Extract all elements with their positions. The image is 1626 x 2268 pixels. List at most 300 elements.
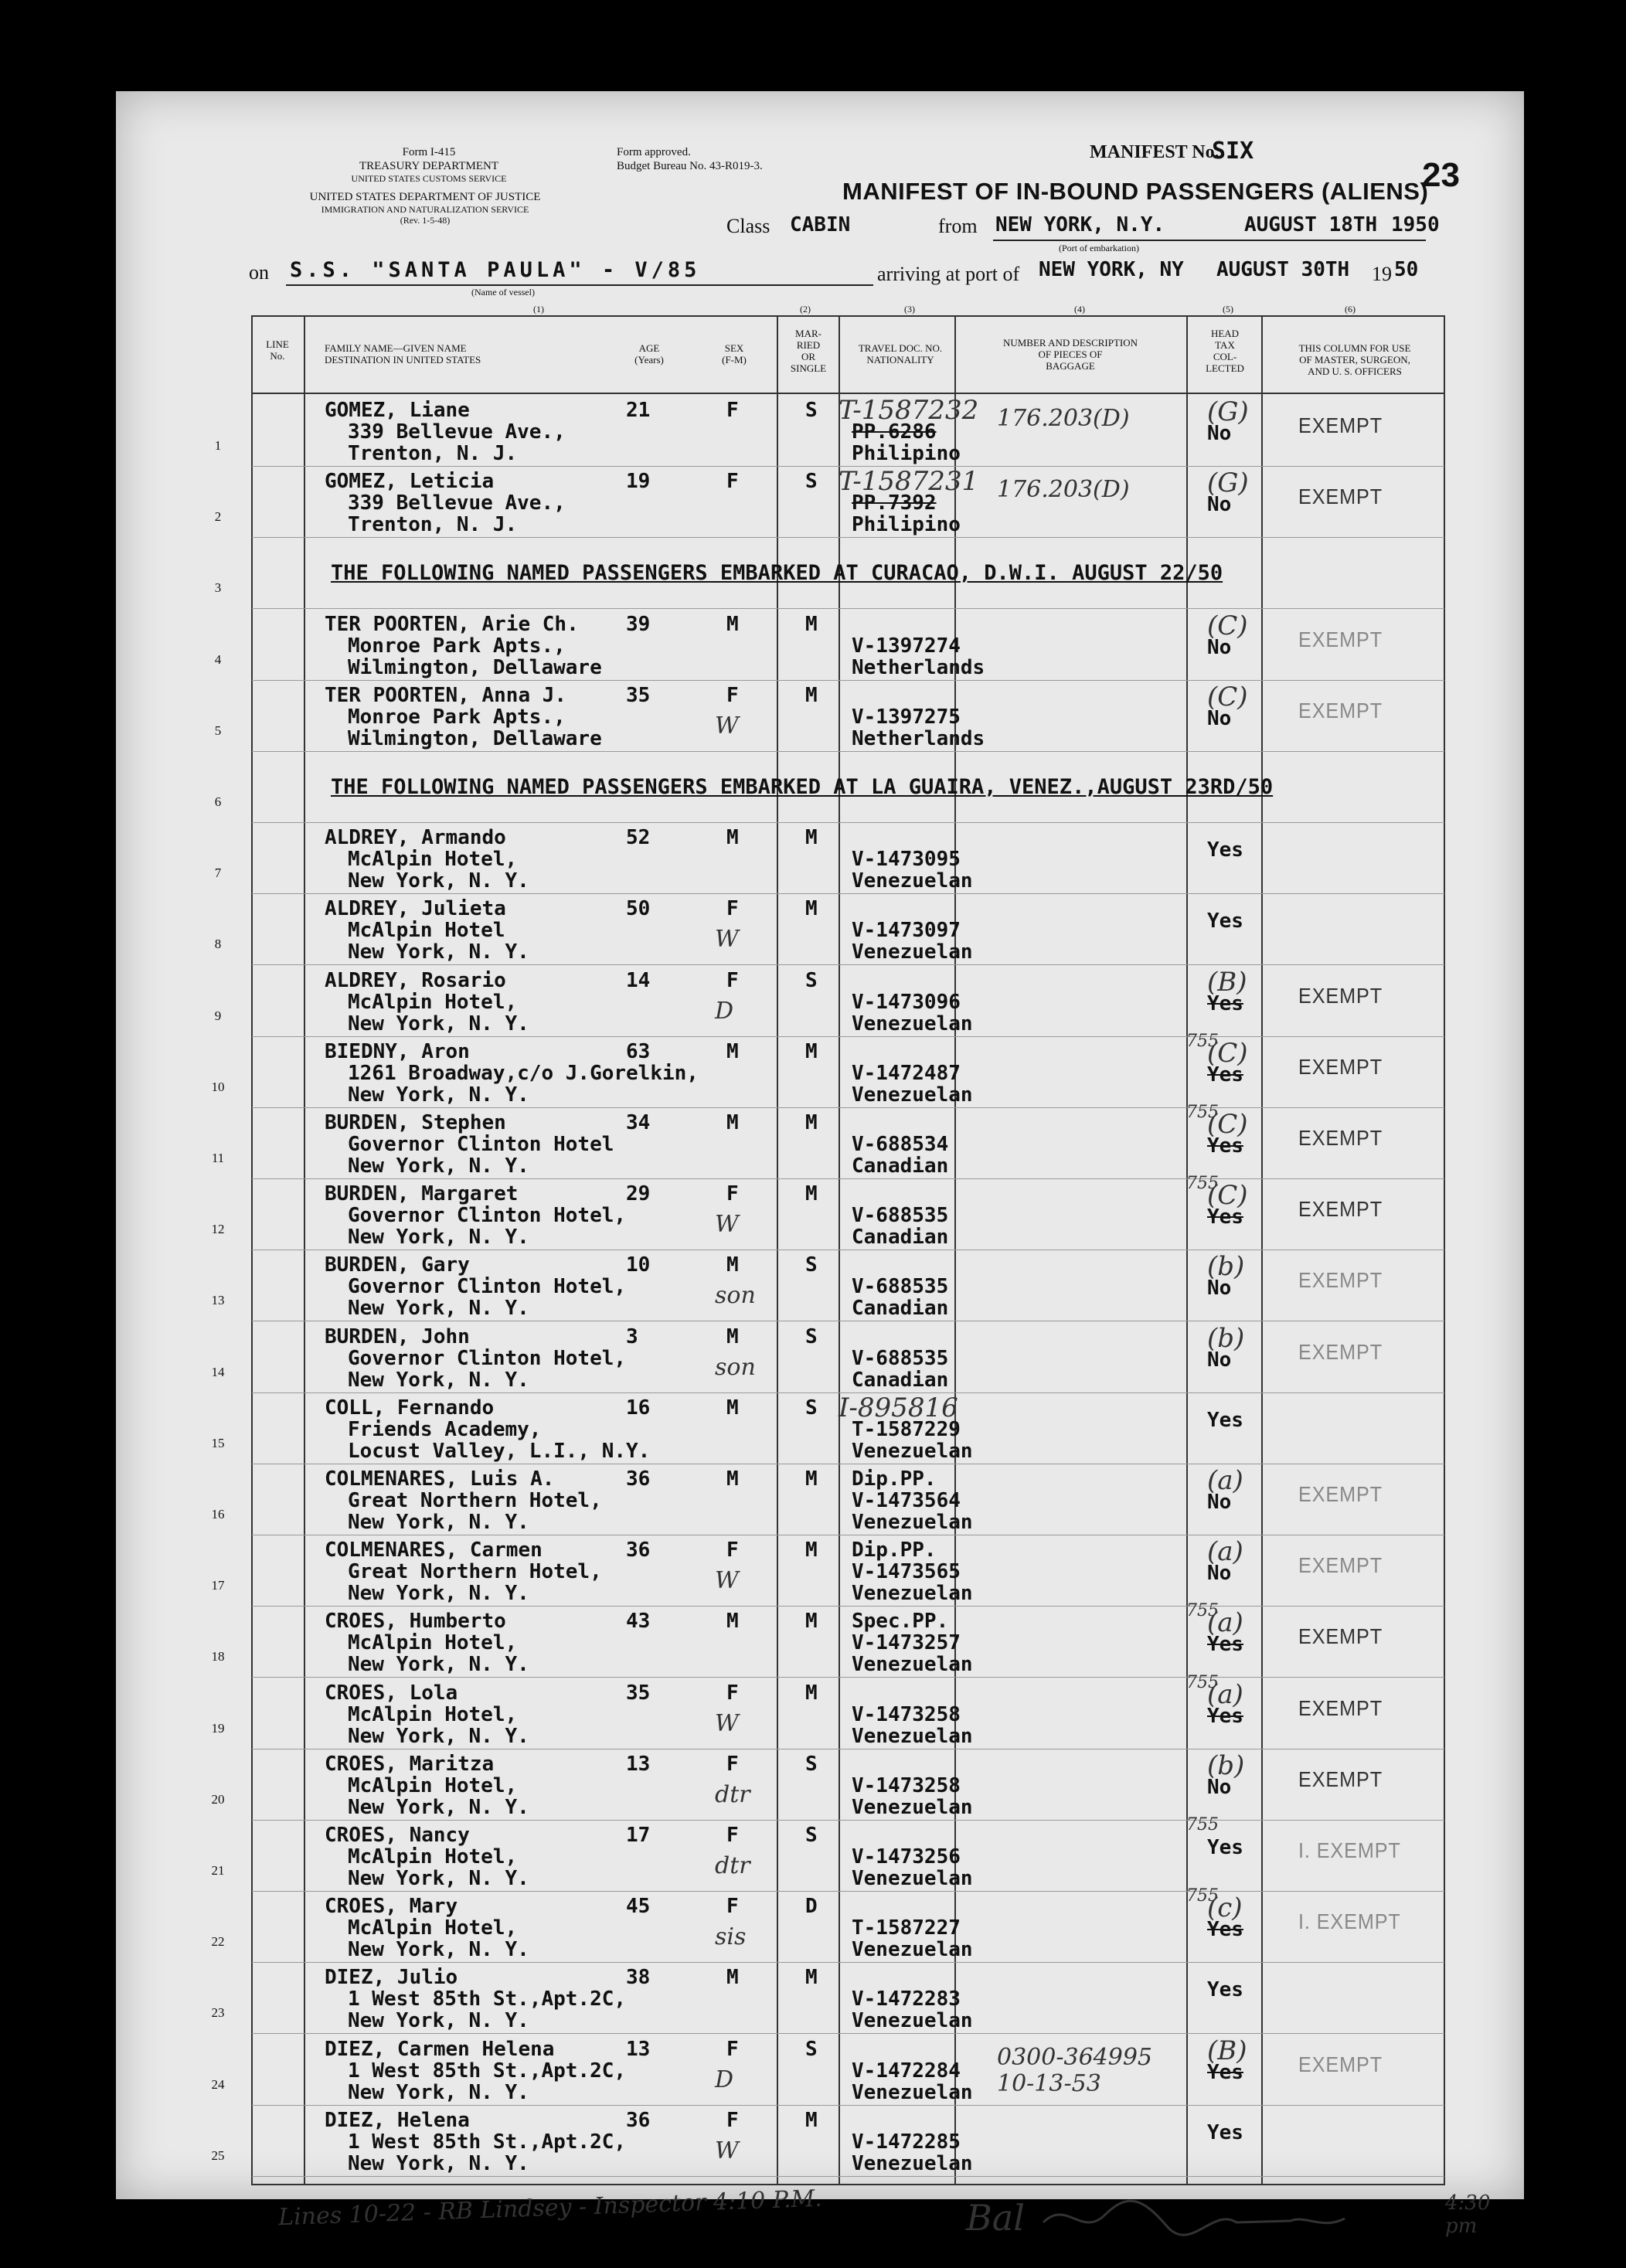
travel-doc-number: V-1473256 — [852, 1845, 961, 1868]
officer-stamp: EXEMPT — [1298, 1696, 1383, 1720]
passenger-row — [116, 610, 1524, 682]
sex: F — [726, 897, 739, 920]
head-tax-collected: Yes — [1207, 1205, 1243, 1229]
tax-class-note: (B) — [1207, 2035, 1247, 2066]
address-line-1: Governor Clinton Hotel, — [348, 1275, 627, 1298]
passenger-row — [116, 895, 1524, 966]
sex: M — [726, 1040, 739, 1063]
age: 17 — [626, 1824, 651, 1847]
passenger-row — [116, 468, 1524, 539]
head-tax-collected: No — [1207, 493, 1232, 516]
row-separator — [252, 2105, 1444, 2106]
travel-doc-number: V-1473257 — [852, 1631, 961, 1654]
vessel-name: S.S. "SANTA PAULA" - V/85 — [290, 258, 701, 282]
nationality: Venezuelan — [852, 1725, 973, 1748]
column-number-3: (3) — [904, 304, 915, 315]
passenger-name: GOMEZ, Liane — [325, 399, 470, 422]
line-number: 13 — [211, 1293, 225, 1307]
passenger-name: ALDREY, Julieta — [325, 897, 506, 920]
line-number: 11 — [211, 1151, 225, 1165]
head-tax-collected: Yes — [1207, 1836, 1243, 1859]
address-line-1: Monroe Park Apts., — [348, 706, 566, 729]
section-row — [116, 753, 1524, 824]
sex-annotation: D — [715, 998, 734, 1025]
age: 16 — [626, 1396, 651, 1420]
officer-stamp: EXEMPT — [1298, 1624, 1383, 1648]
head-tax-collected: Yes — [1207, 1409, 1243, 1432]
passenger-name: COLMENARES, Luis A. — [325, 1467, 555, 1491]
line-number: 16 — [211, 1507, 225, 1522]
address-line-2: New York, N. Y. — [348, 2009, 529, 2032]
age: 35 — [626, 1681, 651, 1705]
address-line-1: 1 West 85th St.,Apt.2C, — [348, 2130, 627, 2154]
tax-class-note: (c) — [1207, 1892, 1243, 1923]
nationality: Venezuelan — [852, 2152, 973, 2175]
head-tax-collected: No — [1207, 1348, 1232, 1372]
age: 13 — [626, 2038, 651, 2061]
sex-annotation: sis — [715, 1923, 747, 1950]
sex: M — [726, 613, 739, 636]
sex: F — [726, 1753, 739, 1776]
travel-doc-number: V-688535 — [852, 1204, 949, 1227]
tax-class-note: (b) — [1207, 1251, 1245, 1282]
marital-status: M — [805, 1182, 818, 1205]
address-line-1: 339 Bellevue Ave., — [348, 420, 566, 444]
officer-stamp: EXEMPT — [1298, 1482, 1383, 1506]
sex: F — [726, 1895, 739, 1918]
passenger-row — [116, 682, 1524, 753]
nationality: Venezuelan — [852, 1938, 973, 1961]
treasury-dept: TREASURY DEPARTMENT — [359, 160, 499, 172]
age: 43 — [626, 1610, 651, 1633]
address-line-2: New York, N. Y. — [348, 869, 529, 893]
tax-class-note: (a) — [1207, 1536, 1243, 1567]
travel-doc-number: V-1473565 — [852, 1560, 961, 1583]
on-label: on — [249, 261, 269, 284]
tax-class-note: (B) — [1207, 967, 1247, 998]
passenger-name: TER POORTEN, Arie Ch. — [325, 613, 579, 636]
row-separator — [252, 1036, 1444, 1037]
marital-status: M — [805, 1539, 818, 1562]
address-line-2: New York, N. Y. — [348, 1297, 529, 1320]
sex: F — [726, 969, 739, 992]
col-header-head-tax: HEAD TAX COL- LECTED — [1206, 328, 1244, 374]
line-number: 23 — [211, 2005, 225, 2020]
col-header-name: FAMILY NAME—GIVEN NAME DESTINATION IN UNITED STATES — [325, 342, 481, 366]
sex: F — [726, 2038, 739, 2061]
ins-service: IMMIGRATION AND NATURALIZATION SERVICE — [321, 204, 529, 215]
nationality: Canadian — [852, 1154, 949, 1178]
form-revision: (Rev. 1-5-48) — [400, 215, 451, 226]
age: 36 — [626, 2109, 651, 2132]
passenger-row — [116, 1536, 1524, 1607]
row-separator — [252, 1606, 1444, 1607]
age: 10 — [626, 1253, 651, 1277]
nationality: Canadian — [852, 1226, 949, 1249]
passenger-name: COLMENARES, Carmen — [325, 1539, 543, 1562]
column-number-1: (1) — [533, 304, 544, 315]
address-line-1: 1 West 85th St.,Apt.2C, — [348, 1987, 627, 2011]
passenger-name: BURDEN, Stephen — [325, 1111, 506, 1134]
arriving-label: arriving at port of — [877, 263, 1020, 285]
from-port: NEW YORK, N.Y. — [995, 213, 1165, 236]
head-tax-collected: Yes — [1207, 1918, 1243, 1941]
age: 50 — [626, 897, 651, 920]
address-line-2: New York, N. Y. — [348, 1154, 529, 1178]
marital-status: S — [805, 1253, 818, 1277]
marital-status: S — [805, 1824, 818, 1847]
tax-class-note: (a) — [1207, 1465, 1243, 1496]
sex-annotation: W — [715, 926, 739, 953]
fee-annotation: 755 — [1186, 1815, 1219, 1834]
embark-date: AUGUST 18TH — [1244, 213, 1378, 236]
from-label: from — [938, 215, 978, 237]
age: 39 — [626, 613, 651, 636]
row-separator — [252, 1107, 1444, 1108]
line-number: 8 — [214, 937, 222, 951]
passenger-name: COLL, Fernando — [325, 1396, 495, 1420]
doc-type: Dip.PP. — [852, 1467, 937, 1491]
manifest-number-label: MANIFEST No. — [1090, 142, 1220, 162]
row-separator — [252, 2176, 1444, 2177]
passenger-name: CROES, Nancy — [325, 1824, 470, 1847]
passenger-row — [116, 967, 1524, 1038]
travel-doc-handwritten: T-1587231 — [839, 466, 979, 497]
nationality: Venezuelan — [852, 1582, 973, 1605]
fee-annotation: 755 — [1186, 1673, 1219, 1692]
officer-stamp: EXEMPT — [1298, 1126, 1383, 1150]
passenger-name: DIEZ, Helena — [325, 2109, 470, 2132]
head-tax-collected: Yes — [1207, 2121, 1243, 2144]
age: 14 — [626, 969, 651, 992]
age: 3 — [626, 1325, 638, 1348]
marital-status: M — [805, 1040, 818, 1063]
travel-doc-handwritten: T-1587232 — [839, 395, 979, 426]
line-number: 25 — [211, 2148, 225, 2163]
travel-doc-number: V-1472285 — [852, 2130, 961, 2154]
head-tax-collected: Yes — [1207, 1134, 1243, 1158]
sex: M — [726, 826, 739, 849]
line-number: 18 — [211, 1649, 225, 1664]
officer-stamp: EXEMPT — [1298, 1268, 1383, 1292]
address-line-2: Trenton, N. J. — [348, 442, 518, 465]
passenger-row — [116, 1032, 1524, 1109]
row-separator — [252, 893, 1444, 894]
marital-status: M — [805, 897, 818, 920]
travel-doc-number: V-1473258 — [852, 1703, 961, 1726]
address-line-1: McAlpin Hotel — [348, 919, 505, 942]
sex-annotation: son — [715, 1282, 756, 1309]
officer-stamp: EXEMPT — [1298, 413, 1383, 437]
passenger-row — [116, 1601, 1524, 1678]
travel-doc-number: T-1587227 — [852, 1916, 961, 1940]
form-number: Form I-415 — [402, 146, 456, 158]
passenger-name: BURDEN, Margaret — [325, 1182, 519, 1205]
officer-stamp: EXEMPT — [1298, 627, 1383, 651]
head-tax-collected: No — [1207, 1277, 1232, 1300]
arrival-year-prefix: 19 — [1372, 263, 1392, 285]
nationality: Venezuelan — [852, 869, 973, 893]
marital-status: S — [805, 399, 818, 422]
row-separator — [252, 1820, 1444, 1821]
passenger-name: BURDEN, John — [325, 1325, 470, 1348]
nationality: Venezuelan — [852, 940, 973, 964]
sex-annotation: dtr — [715, 1781, 750, 1808]
passenger-row — [116, 1964, 1524, 2035]
address-line-1: McAlpin Hotel, — [348, 1845, 518, 1868]
row-separator — [252, 1677, 1444, 1678]
age: 13 — [626, 1753, 651, 1776]
passenger-name: CROES, Maritza — [325, 1753, 495, 1776]
officer-stamp: EXEMPT — [1298, 1055, 1383, 1079]
line-number: 17 — [211, 1578, 225, 1593]
section-row — [116, 539, 1524, 610]
address-line-2: New York, N. Y. — [348, 1938, 529, 1961]
passenger-name: CROES, Humberto — [325, 1610, 506, 1633]
address-line-2: Wilmington, Dellaware — [348, 656, 602, 679]
marital-status: S — [805, 470, 818, 493]
head-tax-collected: No — [1207, 636, 1232, 659]
sex: F — [726, 470, 739, 493]
passenger-row — [116, 1174, 1524, 1251]
column-number-4: (4) — [1074, 304, 1085, 315]
row-separator — [252, 822, 1444, 823]
fee-annotation: 755 — [1186, 1032, 1219, 1051]
passenger-row — [116, 1394, 1524, 1465]
address-line-1: Great Northern Hotel, — [348, 1560, 602, 1583]
nationality: Philipino — [852, 442, 961, 465]
passenger-name: BURDEN, Gary — [325, 1253, 470, 1277]
line-number: 12 — [211, 1222, 225, 1236]
age: 52 — [626, 826, 651, 849]
class-value: CABIN — [790, 213, 851, 236]
fee-annotation: 755 — [1186, 1174, 1219, 1193]
address-line-2: New York, N. Y. — [348, 1511, 529, 1534]
age: 21 — [626, 399, 651, 422]
col-header-line: LINE No. — [266, 338, 289, 362]
travel-doc-number: V-688534 — [852, 1133, 949, 1156]
passenger-row — [116, 1465, 1524, 1536]
travel-doc-number: V-1397274 — [852, 634, 961, 658]
col-header-baggage: NUMBER AND DESCRIPTION OF PIECES OF BAGGAGE — [1002, 337, 1138, 372]
address-line-2: New York, N. Y. — [348, 1867, 529, 1890]
passenger-row — [116, 1886, 1524, 1964]
line-number: 1 — [214, 438, 222, 453]
marital-status: S — [805, 1325, 818, 1348]
sex: F — [726, 2109, 739, 2132]
passenger-row — [116, 1251, 1524, 1322]
inspector-note: Lines 10-22 - RB Lindsey - Inspector 4:10 P.M. — [277, 2185, 823, 2232]
tax-class-note: (G) — [1207, 396, 1249, 427]
address-line-1: Governor Clinton Hotel — [348, 1133, 614, 1156]
head-tax-collected: Yes — [1207, 1978, 1243, 2001]
address-line-2: New York, N. Y. — [348, 1226, 529, 1249]
row-separator — [252, 751, 1444, 752]
passenger-row — [116, 2106, 1524, 2178]
travel-doc-handwritten: I-895816 — [839, 1392, 958, 1423]
sex: M — [726, 1396, 739, 1420]
head-tax-collected: Yes — [1207, 838, 1243, 862]
head-tax-collected: No — [1207, 1491, 1232, 1514]
column-number-2: (2) — [800, 304, 811, 315]
col-header-married: MAR- RIED OR SINGLE — [790, 328, 827, 374]
line-number: 5 — [214, 723, 222, 738]
marital-status: M — [805, 613, 818, 636]
address-line-2: New York, N. Y. — [348, 1012, 529, 1035]
manifest-page — [116, 91, 1524, 2239]
row-separator — [252, 2033, 1444, 2034]
marital-status: M — [805, 1111, 818, 1134]
fee-annotation: 755 — [1186, 1601, 1219, 1620]
nationality: Netherlands — [852, 656, 985, 679]
line-number: 15 — [211, 1436, 225, 1450]
nationality: Netherlands — [852, 727, 985, 750]
nationality: Canadian — [852, 1369, 949, 1392]
address-line-1: McAlpin Hotel, — [348, 1631, 518, 1654]
passenger-name: CROES, Mary — [325, 1895, 458, 1918]
row-separator — [252, 680, 1444, 681]
sex-annotation: W — [715, 2137, 739, 2164]
class-label: Class — [726, 215, 770, 237]
arrival-port: NEW YORK, NY — [1039, 258, 1184, 281]
passenger-name: BIEDNY, Aron — [325, 1040, 470, 1063]
age: 29 — [626, 1182, 651, 1205]
baggage-description: 0300-364995 10-13-53 — [997, 2044, 1153, 2097]
from-underline — [993, 240, 1426, 241]
passenger-name: TER POORTEN, Anna J. — [325, 684, 567, 707]
age: 35 — [626, 684, 651, 707]
nationality: Philipino — [852, 513, 961, 536]
marital-status: M — [805, 2109, 818, 2132]
address-line-2: New York, N. Y. — [348, 2152, 529, 2175]
tax-class-note: (C) — [1207, 1180, 1248, 1211]
address-line-2: New York, N. Y. — [348, 2081, 529, 2104]
address-line-1: McAlpin Hotel, — [348, 1703, 518, 1726]
sex: M — [726, 1325, 739, 1348]
fee-annotation: 755 — [1186, 1103, 1219, 1122]
travel-doc-number: V-1473097 — [852, 919, 961, 942]
address-line-1: 1 West 85th St.,Apt.2C, — [348, 2059, 627, 2083]
passenger-row — [116, 824, 1524, 895]
address-line-1: 1261 Broadway,c/o J.Gorelkin, — [348, 1062, 699, 1085]
sex-annotation: W — [715, 1211, 739, 1238]
line-number: 20 — [211, 1792, 225, 1807]
col-header-age: AGE (Years) — [634, 342, 664, 366]
tax-class-note: (C) — [1207, 682, 1248, 712]
passenger-row — [116, 1103, 1524, 1180]
fee-annotation: 755 — [1186, 1886, 1219, 1906]
marital-status: S — [805, 1396, 818, 1420]
tax-class-note: (G) — [1207, 468, 1249, 498]
tax-class-note: (a) — [1207, 1679, 1243, 1710]
port-embark-caption: (Port of embarkation) — [1059, 243, 1139, 253]
officer-stamp: I. EXEMPT — [1298, 1909, 1401, 1933]
line-number: 7 — [214, 865, 222, 880]
embark-year: 1950 — [1391, 213, 1440, 236]
passenger-name: GOMEZ, Leticia — [325, 470, 495, 493]
manifest-number-value: SIX — [1212, 138, 1254, 165]
sex-annotation: W — [715, 1567, 739, 1594]
line-number: 21 — [211, 1863, 225, 1878]
budget-bureau: Budget Bureau No. 43-R019-3. — [617, 160, 763, 172]
address-line-2: Trenton, N. J. — [348, 513, 518, 536]
address-line-1: McAlpin Hotel, — [348, 991, 518, 1014]
age: 45 — [626, 1895, 651, 1918]
head-tax-collected: Yes — [1207, 992, 1243, 1015]
address-line-2: Wilmington, Dellaware — [348, 727, 602, 750]
form-issuer-block — [313, 145, 545, 184]
baggage-description: 176.203(D) — [997, 405, 1130, 432]
travel-doc-number: V-1397275 — [852, 706, 961, 729]
marital-status: M — [805, 684, 818, 707]
arrival-year: 50 — [1394, 258, 1419, 281]
sex: M — [726, 1467, 739, 1491]
sex: M — [726, 1253, 739, 1277]
nationality: Canadian — [852, 1297, 949, 1320]
address-line-2: Locust Valley, L.I., N.Y. — [348, 1440, 651, 1463]
section-heading: THE FOLLOWING NAMED PASSENGERS EMBARKED AT CURACAO, D.W.I. AUGUST 22/50 — [331, 561, 1223, 585]
line-number: 9 — [214, 1008, 222, 1023]
column-number-6: (6) — [1345, 304, 1356, 315]
sex-annotation: D — [715, 2066, 734, 2093]
tax-class-note: (C) — [1207, 1109, 1248, 1140]
tax-class-note: (b) — [1207, 1323, 1245, 1354]
sex-annotation: dtr — [715, 1852, 750, 1879]
age: 19 — [626, 470, 651, 493]
passenger-row — [116, 1673, 1524, 1750]
sex: F — [726, 1824, 739, 1847]
baggage-description: 176.203(D) — [997, 476, 1130, 503]
nationality: Venezuelan — [852, 1653, 973, 1676]
page-number: 23 — [1422, 156, 1460, 194]
column-number-5: (5) — [1223, 304, 1233, 315]
officer-stamp: EXEMPT — [1298, 984, 1383, 1008]
line-number: 2 — [214, 509, 222, 524]
passenger-name: ALDREY, Armando — [325, 826, 506, 849]
form-approved: Form approved. — [617, 146, 691, 158]
passenger-name: CROES, Lola — [325, 1681, 458, 1705]
travel-doc-number: V-1473095 — [852, 848, 961, 871]
officer-stamp: EXEMPT — [1298, 485, 1383, 508]
officer-stamp: EXEMPT — [1298, 699, 1383, 723]
travel-doc-number: V-1472284 — [852, 2059, 961, 2083]
sex-annotation: W — [715, 1710, 739, 1737]
line-number: 22 — [211, 1934, 225, 1949]
travel-doc-number: T-1587229 — [852, 1418, 961, 1441]
nationality: Venezuelan — [852, 1012, 973, 1035]
address-line-1: McAlpin Hotel, — [348, 1916, 518, 1940]
vessel-caption: (Name of vessel) — [471, 287, 535, 298]
marital-status: D — [805, 1895, 818, 1918]
marital-status: S — [805, 1753, 818, 1776]
head-tax-collected: Yes — [1207, 1633, 1243, 1656]
budget-block — [617, 145, 763, 173]
travel-doc-number: PP.6286 — [852, 420, 937, 444]
age: 63 — [626, 1040, 651, 1063]
address-line-2: New York, N. Y. — [348, 1796, 529, 1819]
marital-status: S — [805, 2038, 818, 2061]
signature-scrawl — [1036, 2191, 1407, 2246]
section-heading: THE FOLLOWING NAMED PASSENGERS EMBARKED AT LA GUAIRA, VENEZ.,AUGUST 23RD/50 — [331, 775, 1274, 799]
address-line-1: Monroe Park Apts., — [348, 634, 566, 658]
nationality: Venezuelan — [852, 2081, 973, 2104]
address-line-2: New York, N. Y. — [348, 1725, 529, 1748]
tax-class-note: (b) — [1207, 1750, 1245, 1781]
sex: F — [726, 1539, 739, 1562]
col-header-officers: THIS COLUMN FOR USE OF MASTER, SURGEON, AND U. S. OFFICERS — [1298, 342, 1411, 377]
doc-type: Spec.PP. — [852, 1610, 949, 1633]
signature: Bal — [966, 2197, 1025, 2239]
